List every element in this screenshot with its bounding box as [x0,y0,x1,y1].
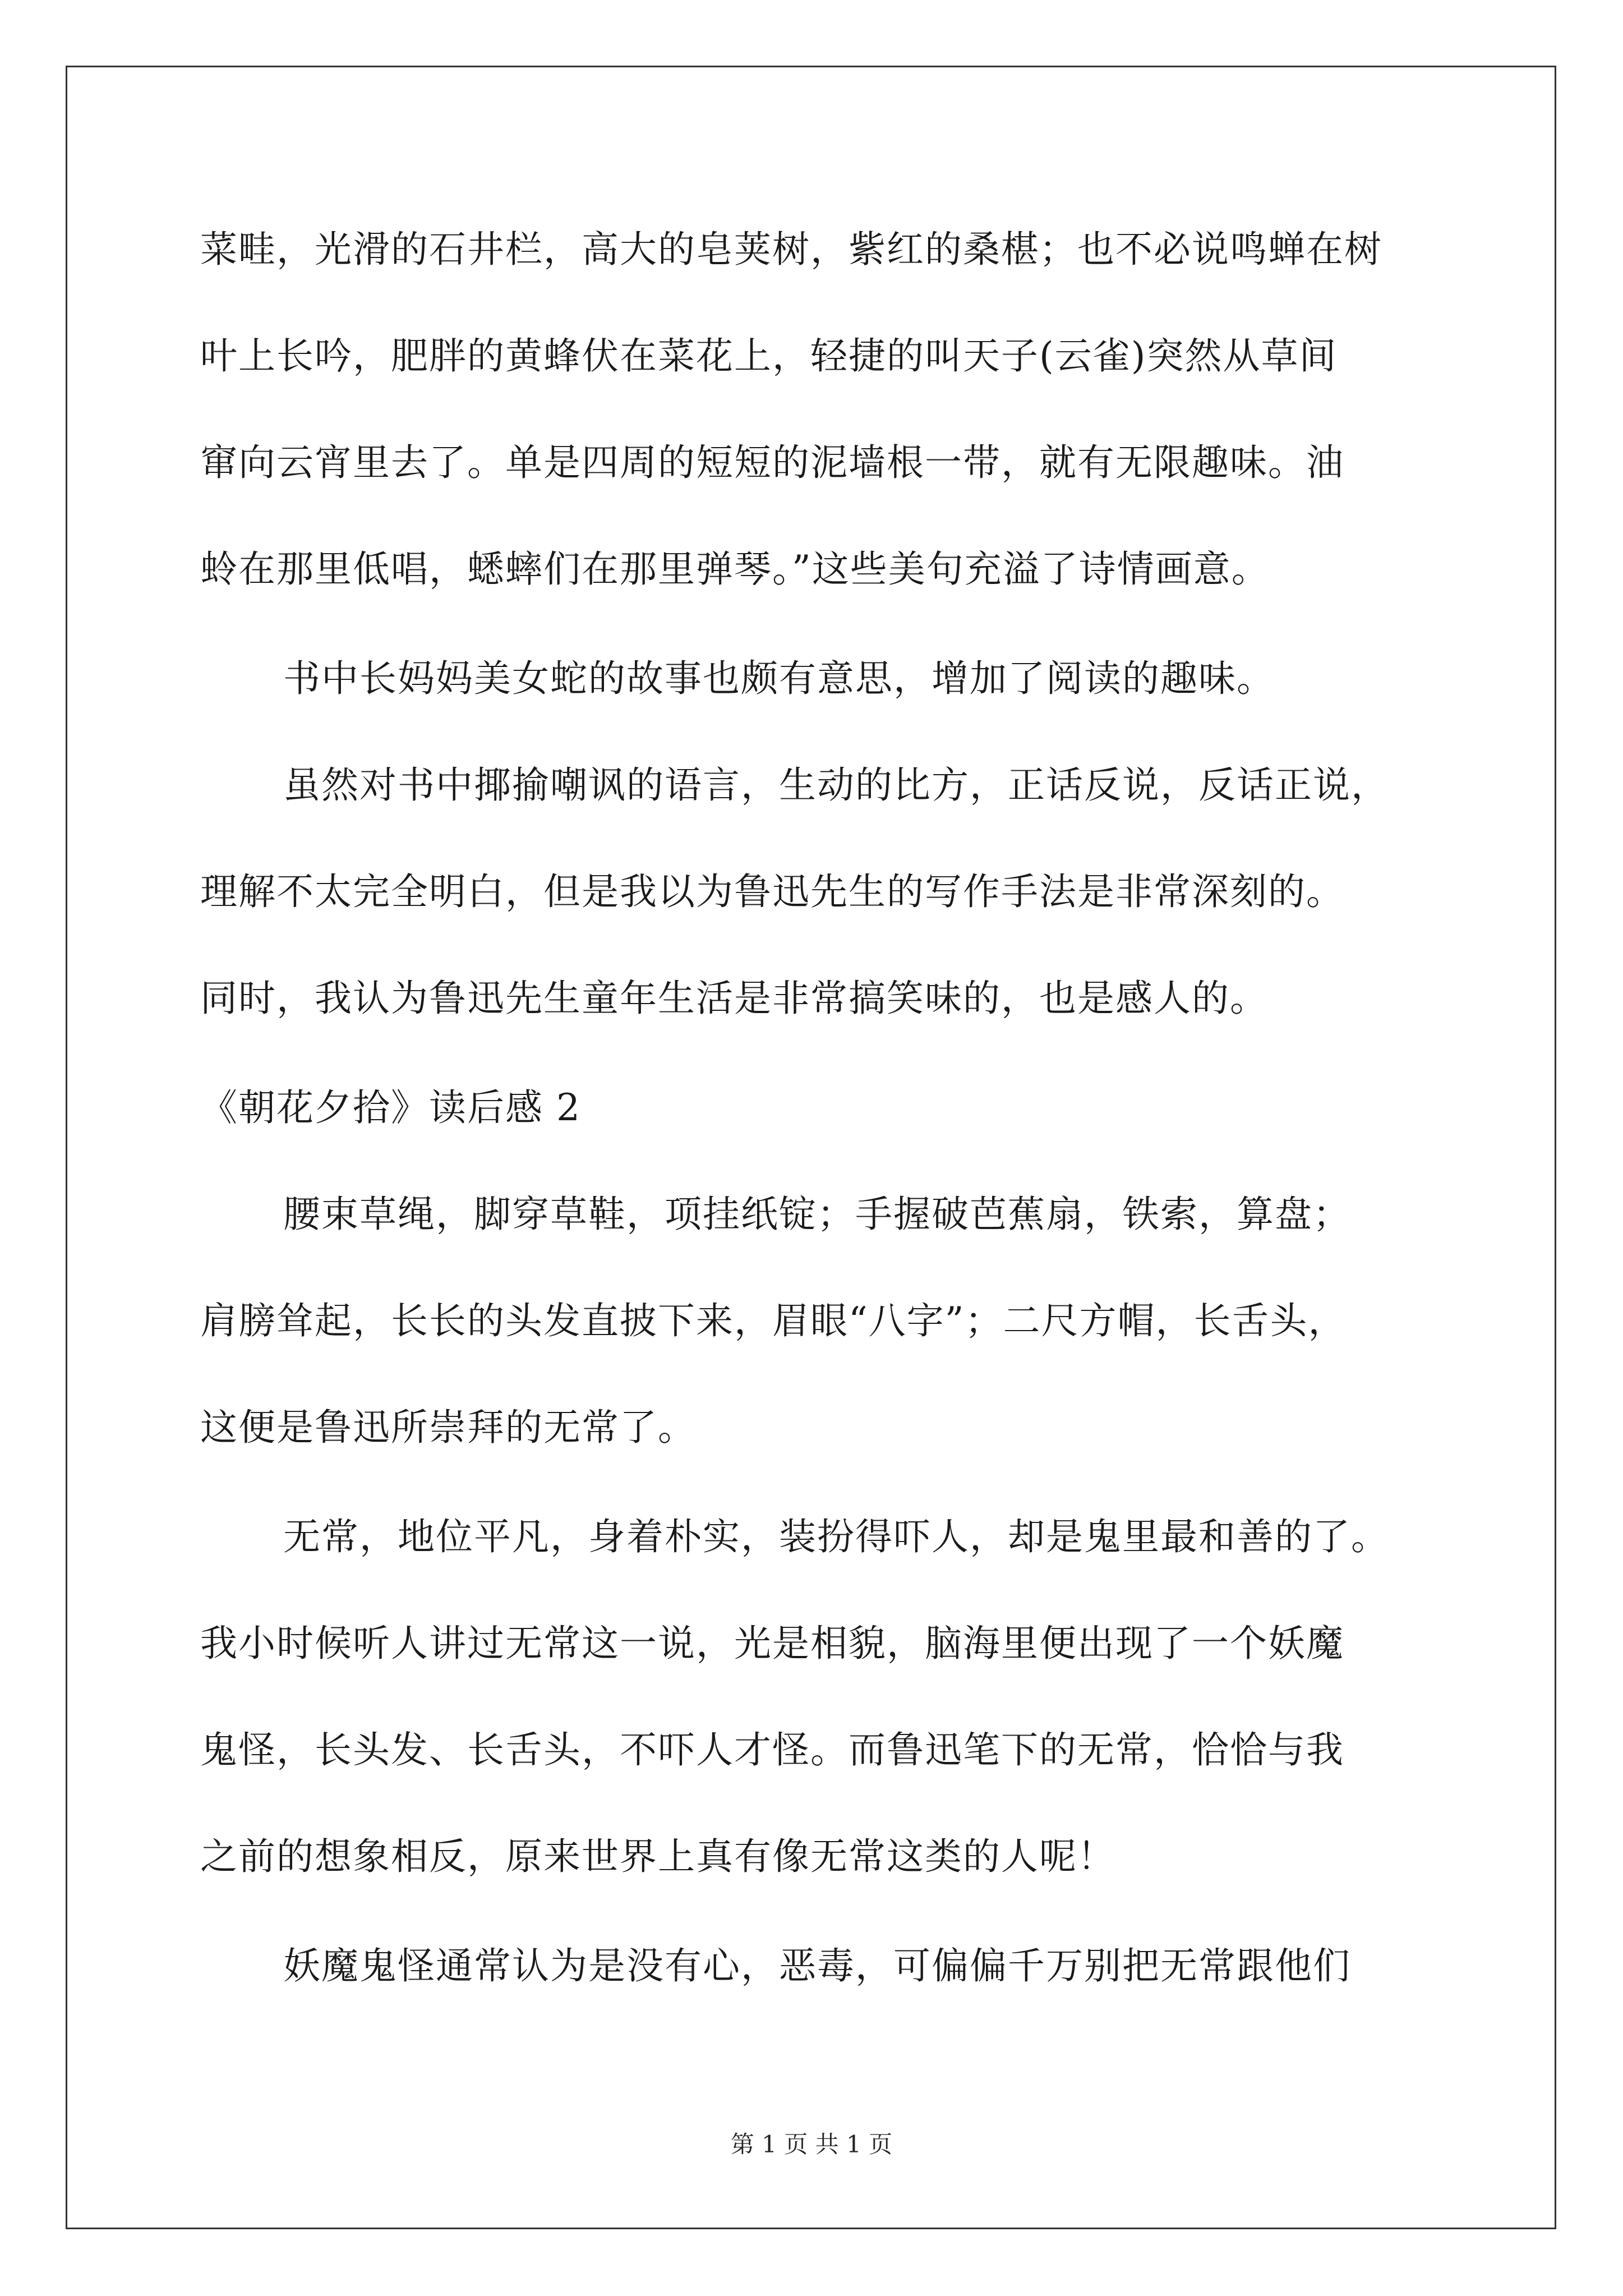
text-line: 鬼怪，长头发、长舌头，不吓人才怪。而鲁迅笔下的无常，恰恰与我 [200,1728,1344,1772]
text-line: 之前的想象相反，原来世界上真有像无常这类的人呢！ [200,1835,1115,1878]
text-line: 这便是鲁迅所崇拜的无常了。 [200,1406,696,1449]
text-line: 叶上长吟，肥胖的黄蜂伏在菜花上，轻捷的叫天子(云雀)突然从草间 [200,334,1338,378]
text-line: 虽然对书中揶揄嘲讽的语言，生动的比方，正话反说，反话正说， [283,763,1389,807]
text-line: 我小时候听人讲过无常这一说，光是相貌，脑海里便出现了一个妖魔 [200,1622,1344,1665]
text-line: 书中长妈妈美女蛇的故事也颇有意思，增加了阅读的趣味。 [283,657,1275,700]
text-line: 妖魔鬼怪通常认为是没有心，恶毒，可偏偏千万别把无常跟他们 [283,1944,1351,1987]
text-line: 理解不太完全明白，但是我以为鲁迅先生的写作手法是非常深刻的。 [200,870,1344,913]
text-line: 菜畦，光滑的石井栏，高大的皂荚树，紫红的桑椹；也不必说鸣蝉在树 [200,228,1382,271]
text-line: 无常，地位平凡，身着朴实，装扮得吓人，却是鬼里最和善的了。 [283,1515,1389,1558]
text-line: 腰束草绳，脚穿草鞋，项挂纸锭；手握破芭蕉扇，铁索，算盘； [283,1193,1351,1236]
text-line: 窜向云宵里去了。单是四周的短短的泥墙根一带，就有无限趣味。油 [200,441,1344,484]
page-border [66,66,1556,2229]
text-line: 同时，我认为鲁迅先生童年生活是非常搞笑味的，也是感人的。 [200,977,1268,1020]
text-line: 肩膀耸起，长长的头发直披下来，眉眼“八字”；二尺方帽，长舌头， [200,1299,1347,1342]
page-footer: 第 1 页 共 1 页 [730,2131,893,2158]
text-line: 蛉在那里低唱，蟋蟀们在那里弹琴。”这些美句充溢了诗情画意。 [200,547,1270,591]
section-heading: 《朝花夕拾》读后感 2 [200,1086,581,1129]
